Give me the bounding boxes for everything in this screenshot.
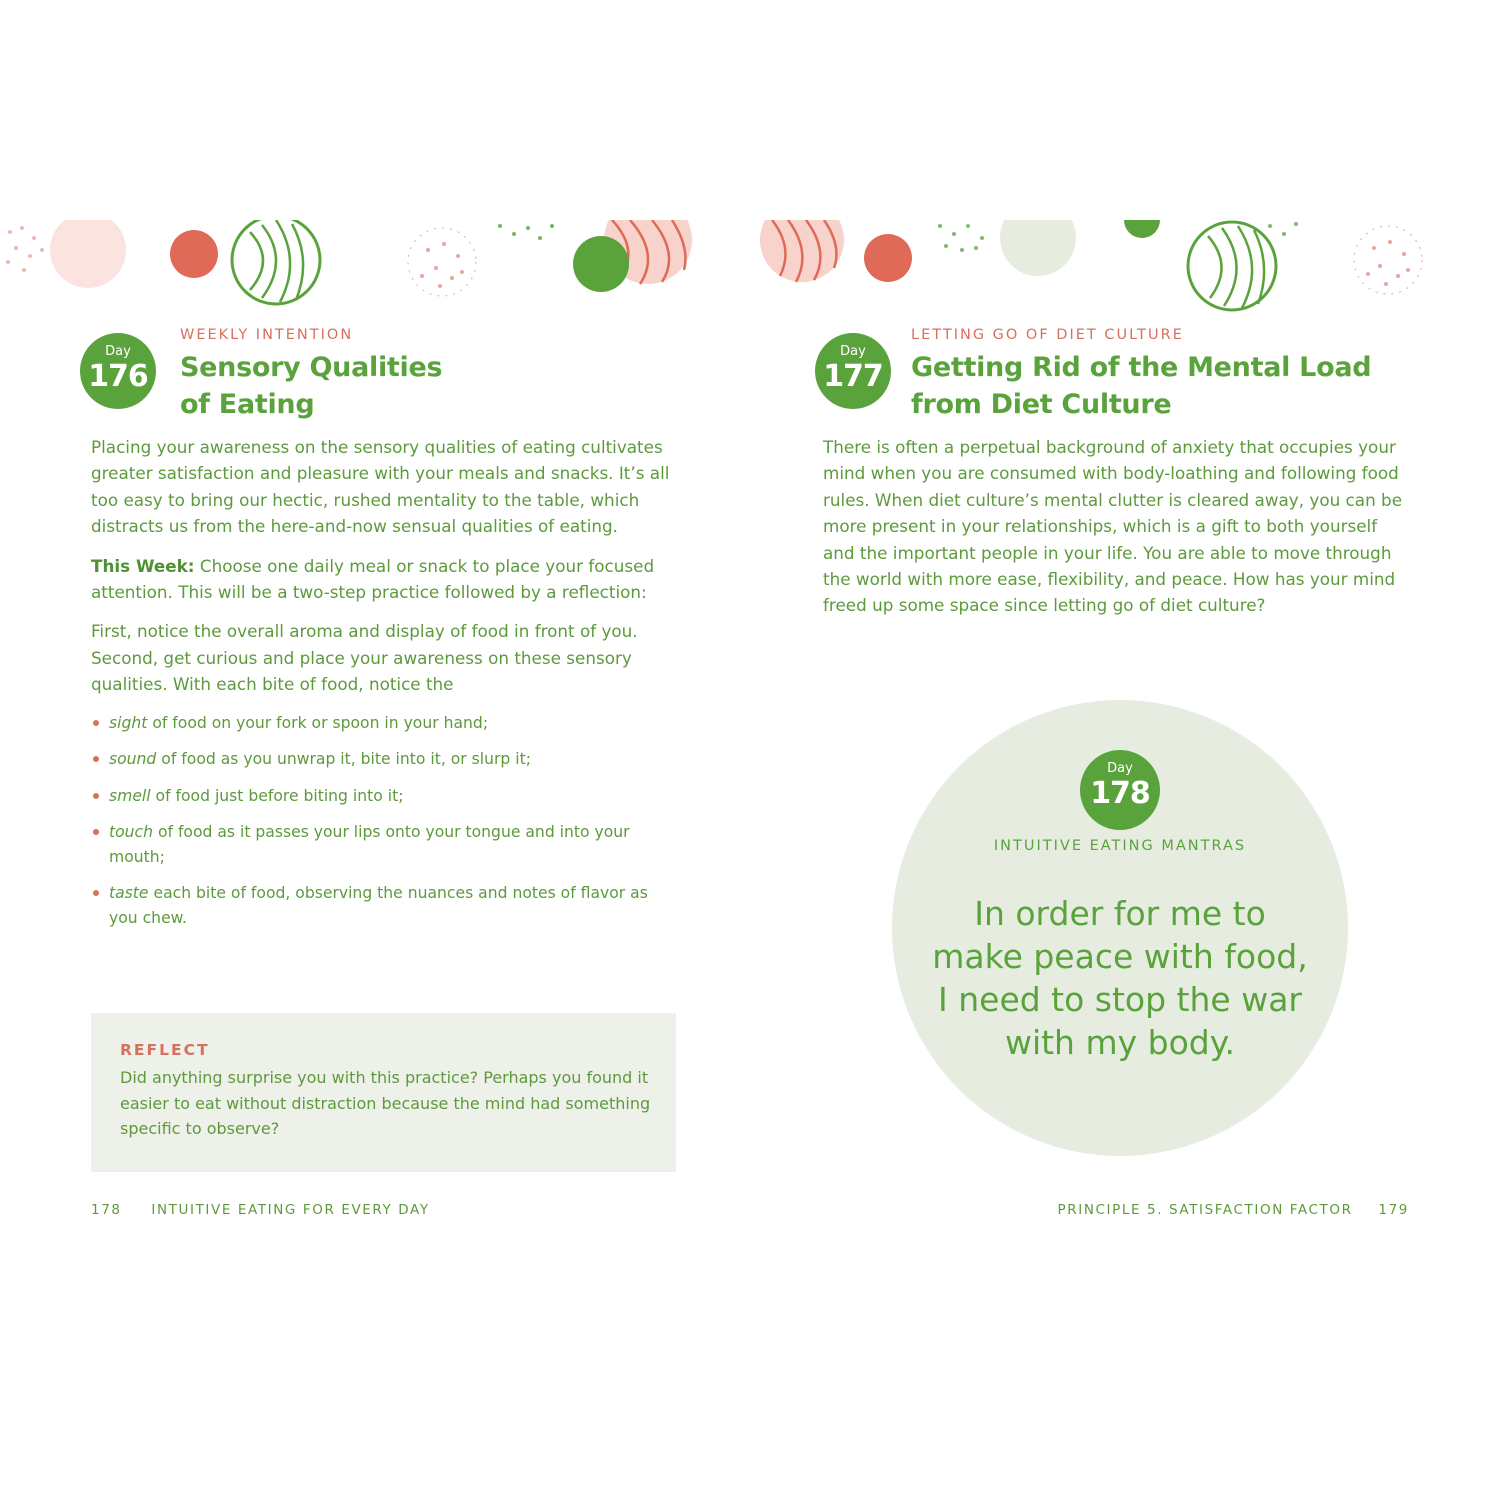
list-term: sight [109,713,148,732]
this-week-paragraph [91,553,681,606]
page-number: 179 [1378,1202,1409,1218]
mantra-line: make peace with food, [932,937,1308,976]
mantra-line: In order for me to [974,894,1266,933]
reflect-title: REFLECT [120,1041,210,1059]
bullet-dot-icon [93,829,99,835]
list-text: of food as it passes your lips onto your tongue and into your mouth; [109,823,630,866]
decorative-circles-right [750,220,1500,320]
mantra-circle [892,700,1348,1156]
list-item [91,784,681,809]
list-text: of food as you unwrap it, bite into it, or slurp it; [156,750,531,769]
sensory-list [91,711,681,931]
section-title [180,349,700,423]
list-term: taste [109,884,149,903]
book-title: INTUITIVE EATING FOR EVERY DAY [151,1202,430,1218]
decorative-circles-left [0,220,750,320]
section-title [911,349,1471,423]
this-week-label: This Week: [91,555,195,576]
mantra-kicker: INTUITIVE EATING MANTRAS [993,838,1247,854]
title-line: of Eating [180,389,315,420]
list-term: sound [109,750,157,769]
body-text [91,434,681,942]
list-item [91,881,681,930]
day-badge [1080,750,1160,830]
page-number: 178 [91,1202,122,1218]
day-badge [815,333,891,409]
page-footer [1058,1202,1409,1218]
day-number: 177 [823,359,883,394]
reflect-text: Did anything surprise you with this practice? Perhaps you found it easier to eat without distraction because the mind had something specific to observe? [120,1068,651,1138]
title-line: Getting Rid of the Mental Load [911,352,1372,383]
body-text [823,434,1413,632]
list-item [91,747,681,772]
list-term: smell [109,786,151,805]
day-number: 178 [1090,776,1150,811]
list-item [91,711,681,736]
mantra-quote [912,892,1328,1064]
title-line: from Diet Culture [911,389,1172,420]
mantra-line: with my body. [1004,1023,1236,1062]
day-badge [80,333,156,409]
bullet-dot-icon [93,793,99,799]
list-text: of food on your fork or spoon in your hand; [147,713,489,732]
section-kicker: WEEKLY INTENTION [180,327,354,343]
list-item [91,820,681,869]
day-label: Day [1107,761,1133,776]
list-text: each bite of food, observing the nuances and notes of flavor as you chew. [109,884,648,927]
day-number: 176 [88,359,148,394]
bullet-dot-icon [93,890,99,896]
right-page [750,0,1500,1500]
mantra-line: I need to stop the war [938,980,1302,1019]
list-term: touch [109,823,153,842]
intro-paragraph: Placing your awareness on the sensory qualities of eating cultivates greater satisfaction and pleasure with your meals and snacks. It’s all too easy to bring our hectic, rushed mentality to the table, which distracts us from the here-and-now sensual qualities of eating. [91,437,670,537]
title-line: Sensory Qualities [180,352,443,383]
steps-paragraph: First, notice the overall aroma and display of food in front of you. Second, get curious and place your awareness on these sensory qualities. With each bite of food, notice the [91,621,638,695]
reflect-box [91,1013,676,1172]
day-label: Day [105,344,131,359]
chapter-title: PRINCIPLE 5. SATISFACTION FACTOR [1057,1202,1353,1218]
page-footer [91,1202,430,1218]
body-paragraph: There is often a perpetual background of anxiety that occupies your mind when you are consumed with body-loathing and following food rules. When diet culture’s mental clutter is cleared away, you can be more present in your relationships, which is a gift to both yourself and the important people in your life. You are able to move through the world with more ease, flexibility, and peace. How has your mind freed up some space since letting go of diet culture? [823,437,1403,616]
this-week-text: Choose one daily meal or snack to place your focused attention. This will be a two-step practice followed by a reflection: [91,555,655,603]
list-text: of food just before biting into it; [150,786,404,805]
section-kicker: LETTING GO OF DIET CULTURE [911,327,1184,343]
bullet-dot-icon [93,756,99,762]
bullet-dot-icon [93,720,99,726]
day-label: Day [840,344,866,359]
